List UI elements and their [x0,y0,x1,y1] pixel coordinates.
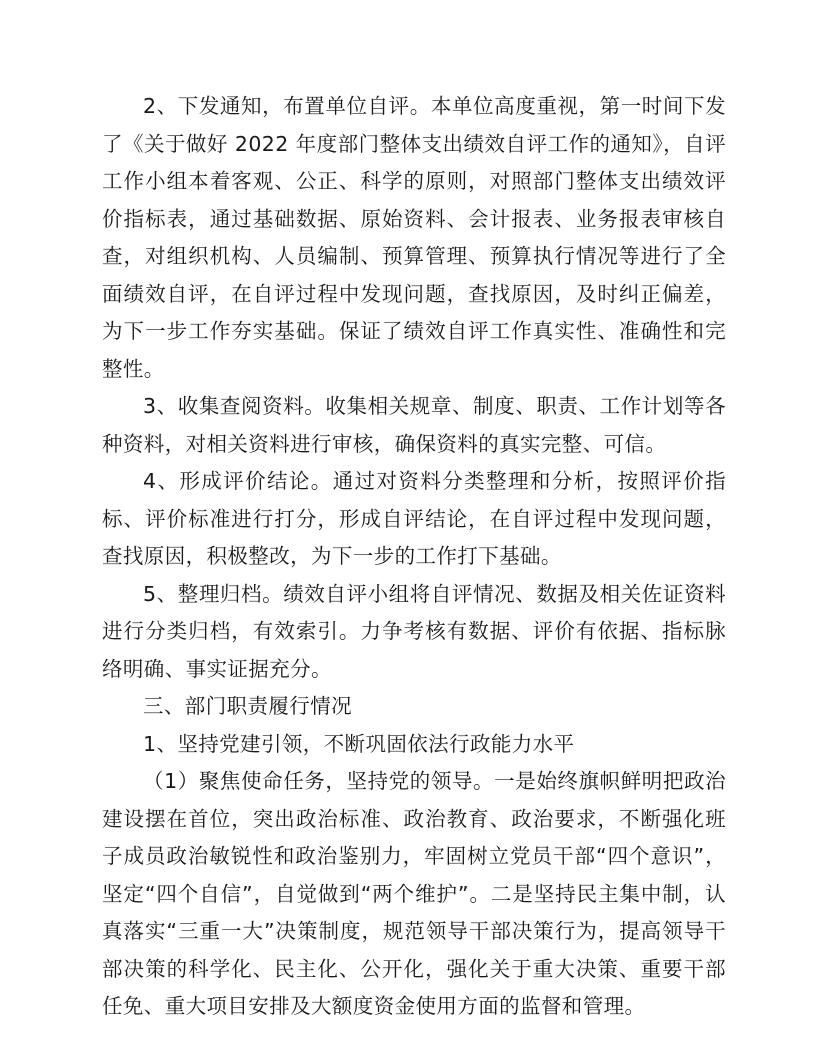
document-body [102,88,726,1026]
paragraph-collect-materials: 3、收集查阅资料。收集相关规章、制度、职责、工作计划等各种资料，对相关资料进行审核，确保资料的真实完整、可信。 [102,394,726,456]
paragraph-form-conclusion: 4、形成评价结论。通过对资料分类整理和分析，按照评价指标、评价标准进行打分，形成自评结论，在自评过程中发现问题，查找原因，积极整改，为下一步的工作打下基础。 [102,469,726,568]
paragraph-archive: 5、整理归档。绩效自评小组将自评情况、数据及相关佐证资料进行分类归档，有效索引。力争考核有数据、评价有依据、指标脉络明确、事实证据充分。 [102,581,726,681]
section-heading-duties: 三、部门职责履行情况 [143,694,352,718]
subsection-heading-party-building: 1、坚持党建引领，不断巩固依法行政能力水平 [143,731,575,756]
paragraph-mission: （1）聚焦使命任务，坚持党的领导。一是始终旗帜鲜明把政治建设摆在首位，突出政治标准、政治教育、政治要求，不断强化班子成员政治敏锐性和政治鉴别力，牢固树立党员干部“四个意识”，坚定“四个自信”，自觉做到“两个维护”。二是坚持民主集中制，认真落实“三重一大”决策制度，规范领导干部决策行为，提高领导干部决策的科学化、民主化、公开化，强化关于重大决策、重要干部任免、重大项目安排及大额度资金使用方面的监督和管理。 [102,769,726,1018]
paragraph-issue-notice: 2、下发通知，布置单位自评。本单位高度重视，第一时间下发了《关于做好 2022 年度部门整体支出绩效自评工作的通知》，自评工作小组本着客观、公正、科学的原则，对照部门整体支出绩效评价指标表，通过基础数据、原始资料、会计报表、业务报表审核自查，对组织机构、人员编制、预算管理、预算执行情况等进行了全面绩效自评，在自评过程中发现问题，查找原因，及时纠正偏差，为下一步工作夯实基础。保证了绩效自评工作真实性、准确性和完整性。 [102,94,726,381]
